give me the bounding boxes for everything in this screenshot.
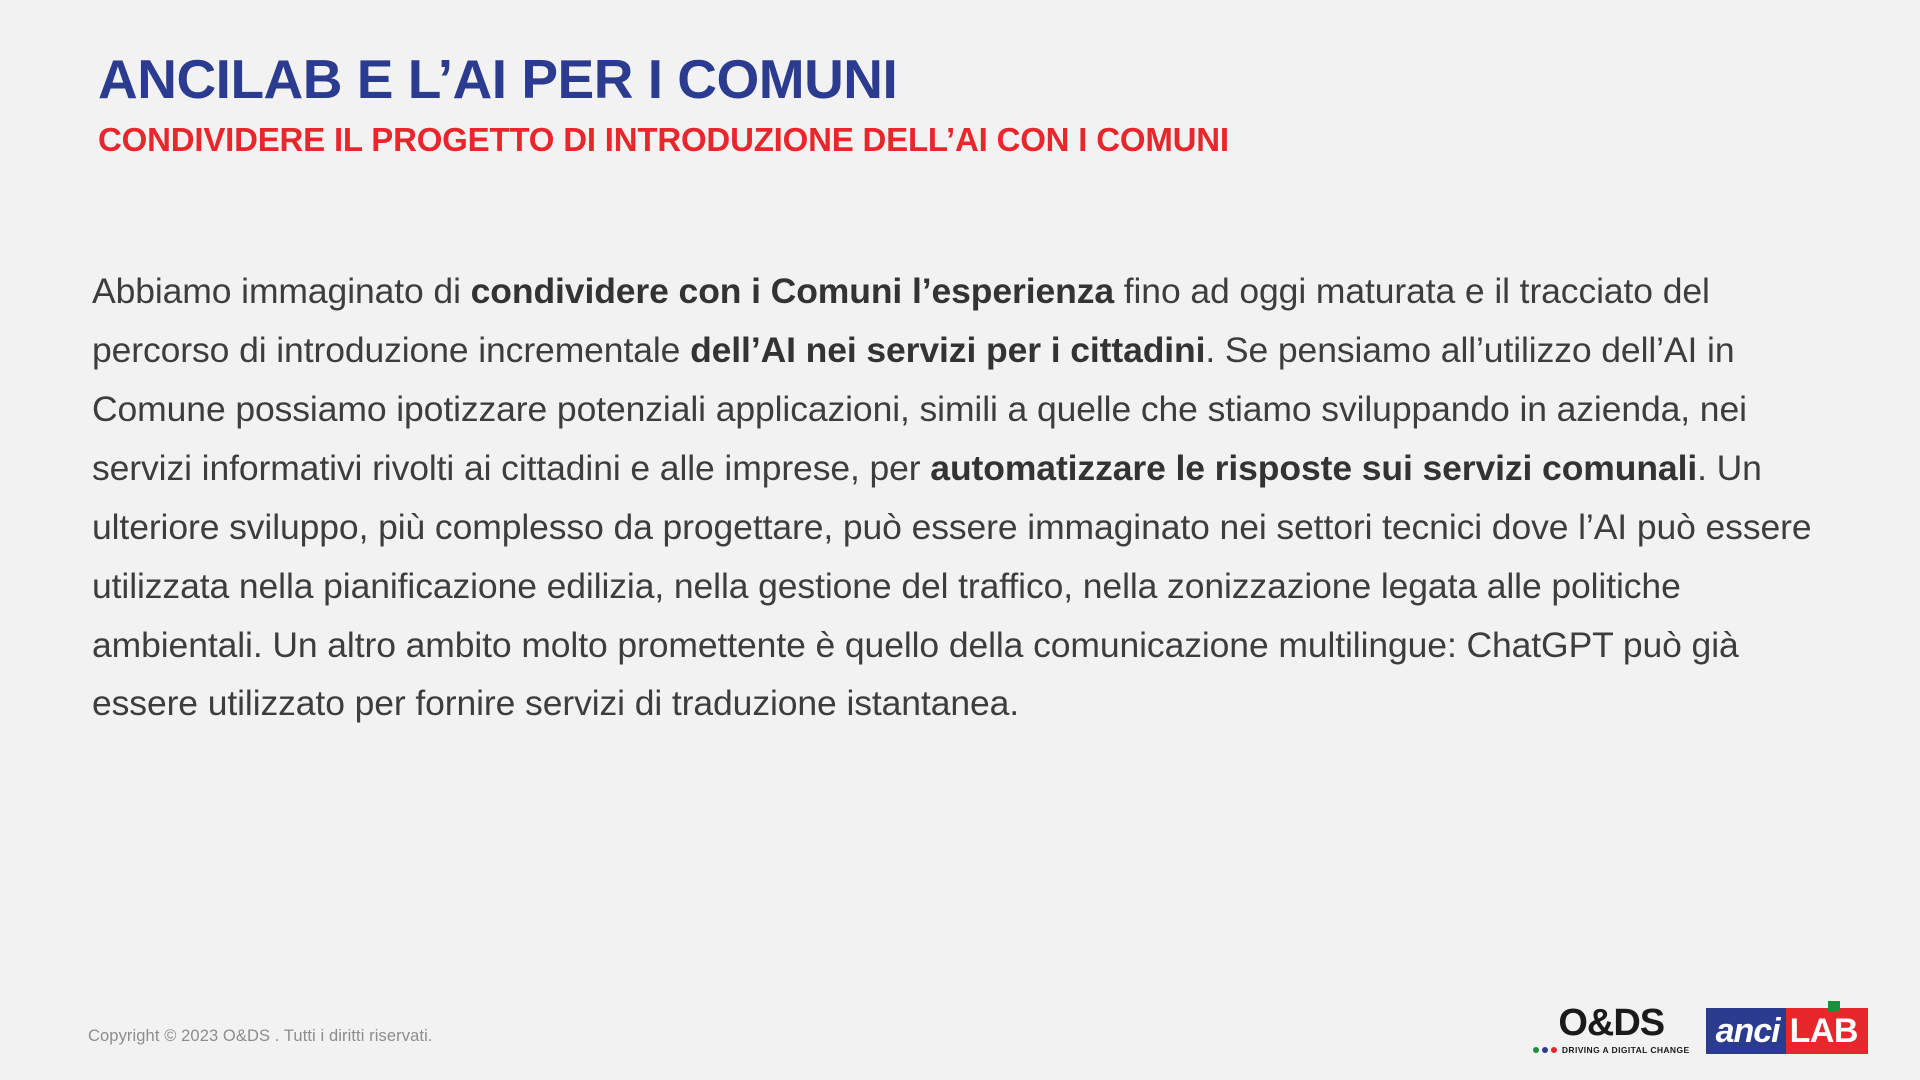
copyright-footer: Copyright © 2023 O&DS . Tutti i diritti riservati. bbox=[88, 1027, 433, 1045]
body-run: fino ad oggi maturata e il tracciato del percorso di introduzione incrementale bbox=[92, 271, 1710, 370]
body-emphasis: condividere con i Comuni l’esperienza bbox=[470, 271, 1114, 311]
title-block bbox=[98, 48, 1818, 158]
ancilab-logo-anci: anci bbox=[1706, 1008, 1786, 1054]
ancilab-logo-accent-icon bbox=[1828, 1001, 1840, 1011]
body-paragraph bbox=[92, 262, 1832, 733]
ods-logo-tagline: DRIVING A DIGITAL CHANGE bbox=[1561, 1044, 1690, 1055]
body-run: Abbiamo immaginato di bbox=[92, 271, 471, 311]
ancilab-logo bbox=[1706, 1008, 1868, 1054]
ods-logo bbox=[1533, 1001, 1690, 1055]
body-block bbox=[92, 262, 1832, 733]
body-run: . Se pensiamo all’utilizzo dell’AI in Comune possiamo ipotizzare potenziali applicazioni, simili a quelle che stiamo sviluppando in azienda, nei servizi informativi rivolti ai cittadini e alle imprese, per bbox=[92, 329, 1747, 488]
ods-logo-wordmark: O&DS bbox=[1558, 1001, 1665, 1044]
body-run: . Un ulteriore sviluppo, più complesso da progettare, può essere immaginato nei settori tecnici dove l’AI può essere utilizzata nella pianificazione edilizia, nella gestione del traffico, nella zonizzazione legata alle politiche ambientali. Un altro ambito molto promettente è quello della comunicazione multilingue: ChatGPT può già essere utilizzato per fornire servizi di traduzione istantanea. bbox=[92, 447, 1812, 724]
logo-group bbox=[1533, 1001, 1868, 1055]
ancilab-logo-lab-text: LAB bbox=[1789, 1011, 1858, 1050]
page-subtitle: CONDIVIDERE IL PROGETTO DI INTRODUZIONE DELL’AI CON I COMUNI bbox=[98, 121, 1229, 158]
ancilab-logo-lab bbox=[1786, 1008, 1868, 1054]
ods-logo-tagline-row bbox=[1533, 1046, 1690, 1055]
ods-logo-dots-icon bbox=[1533, 1047, 1557, 1053]
body-emphasis: automatizzare le risposte sui servizi comunali bbox=[930, 447, 1698, 488]
page-title: ANCILAB E L’AI PER I COMUNI bbox=[98, 48, 898, 110]
body-emphasis: dell’AI nei servizi per i cittadini bbox=[690, 329, 1206, 370]
